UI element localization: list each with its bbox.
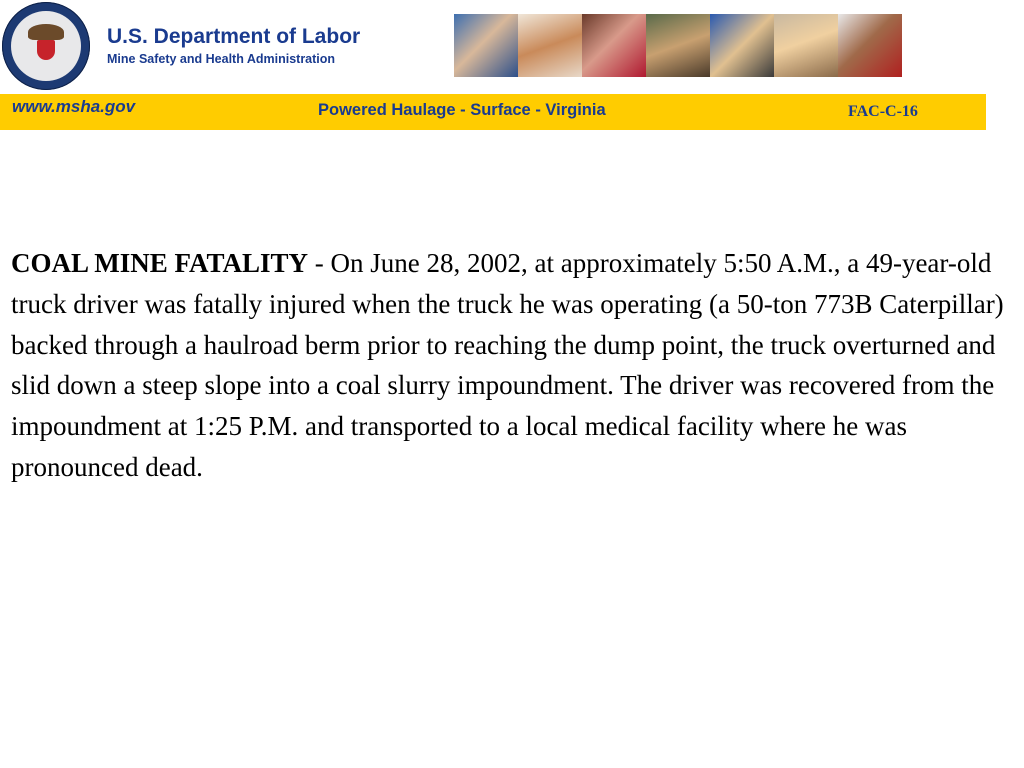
fatality-heading: COAL MINE FATALITY [11, 248, 309, 278]
dol-seal-icon [2, 2, 90, 90]
department-title: U.S. Department of Labor [107, 25, 361, 48]
worker-photo [454, 14, 518, 77]
fatality-code: FAC-C-16 [848, 103, 918, 120]
worker-photo [838, 14, 902, 77]
shield-icon [37, 40, 55, 60]
topic-heading: Powered Haulage - Surface - Virginia [318, 101, 606, 119]
fatality-description [11, 243, 1011, 488]
agency-subtitle: Mine Safety and Health Administration [107, 52, 336, 66]
worker-photo [646, 14, 710, 77]
worker-photo [518, 14, 582, 77]
eagle-icon [28, 24, 64, 40]
header-photo-strip [454, 14, 902, 77]
worker-photo [582, 14, 646, 77]
website-link[interactable]: www.msha.gov [12, 97, 136, 116]
worker-photo [710, 14, 774, 77]
worker-photo [774, 14, 838, 77]
fatality-details: - On June 28, 2002, at approximately 5:50 A.M., a 49-year-old truck driver was fatally injured when the truck he was operating (a 50-ton 773B Caterpillar) backed through a haulroad berm prior to reaching the dump point, the truck overturned and slid down a steep slope into a coal slurry impoundment. The driver was recovered from the impoundment at 1:25 P.M. and transported to a local medical facility where he was pronounced dead. [11, 248, 1004, 482]
